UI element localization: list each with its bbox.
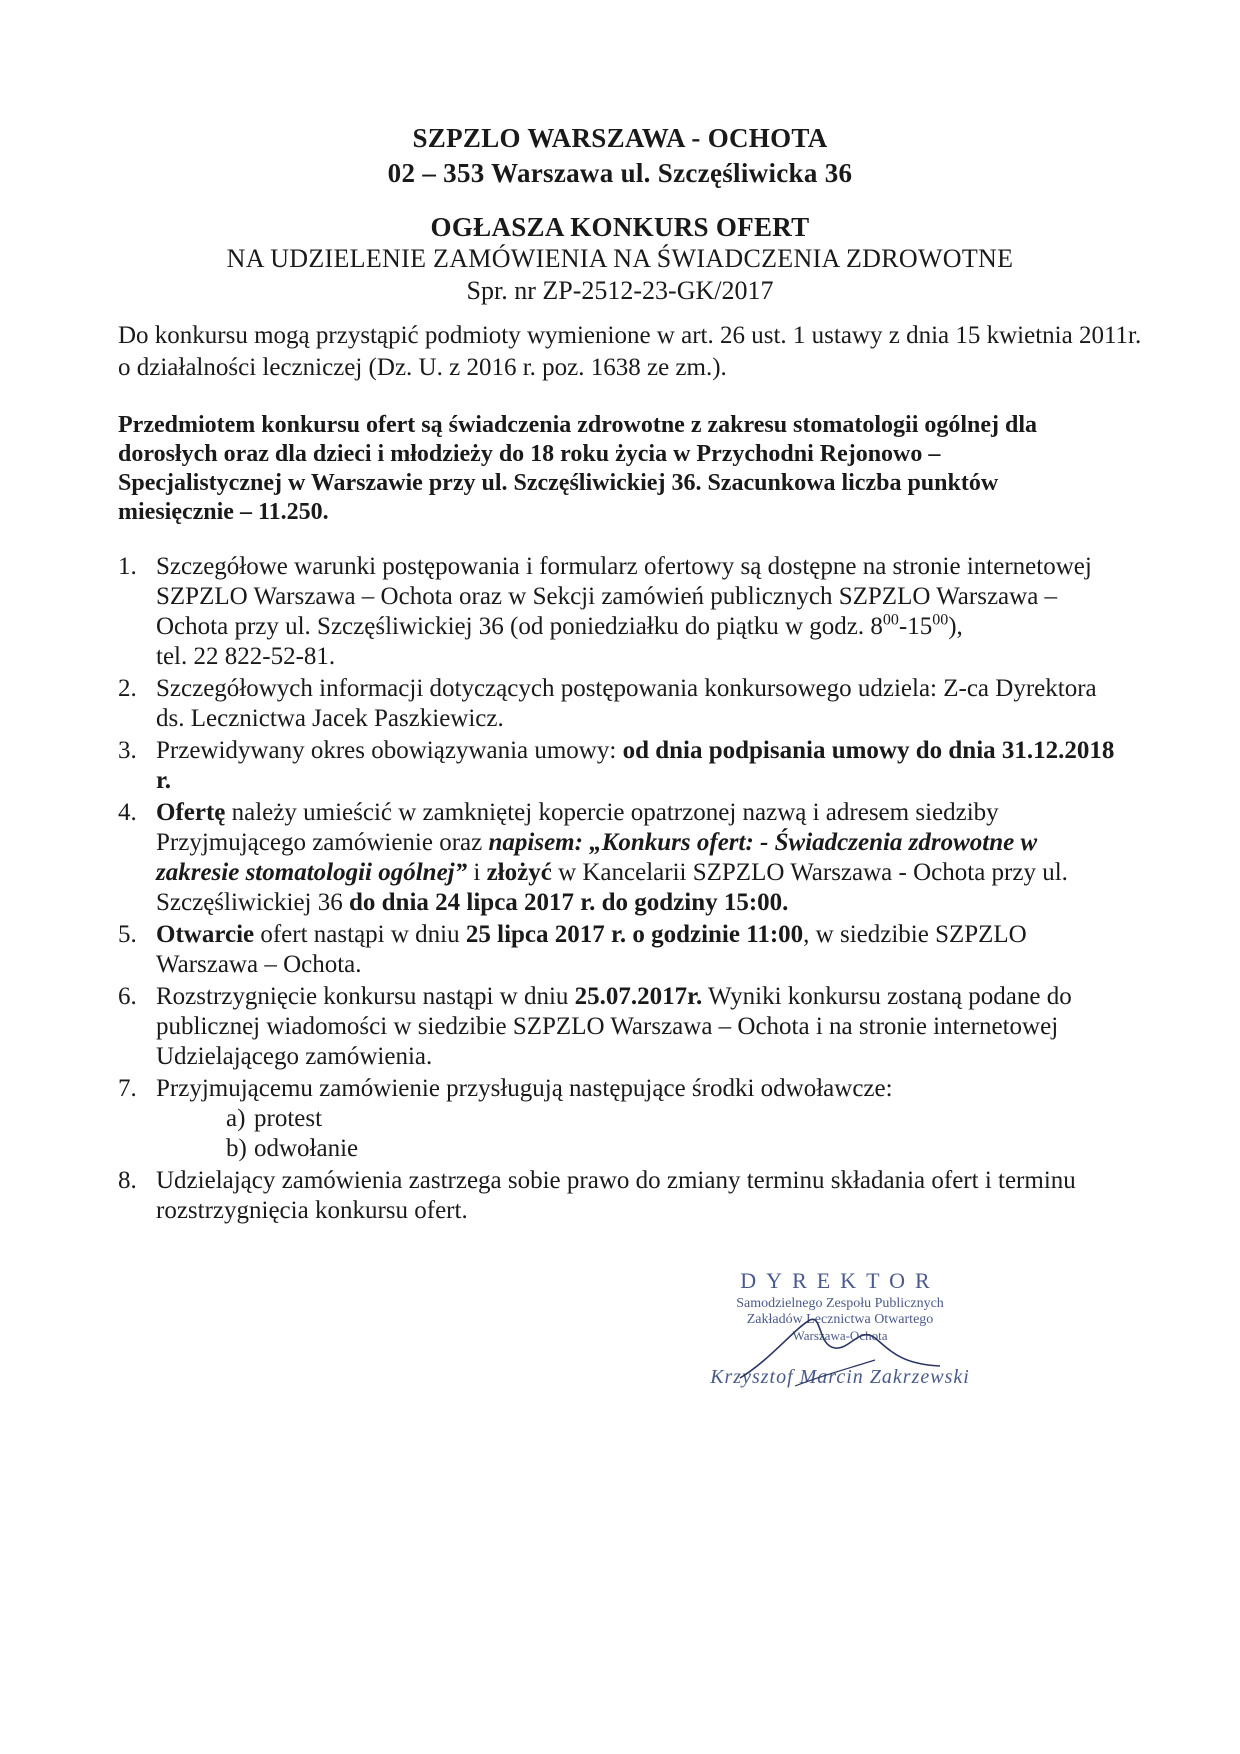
item-number: 8. (118, 1167, 137, 1194)
conditions-list (118, 552, 1118, 1228)
subject-line-1: Przedmiotem konkursu ofert są świadczenia zdrowotne z zakresu stomatologii ogólnej dla (118, 412, 1038, 438)
item-text: należy umieścić w zamkniętej kopercie opatrzonej nazwą i adresem siedziby Przyjmującego zamówienie oraz (156, 799, 999, 856)
item-number: 5. (118, 921, 137, 948)
reference-number: Spr. nr ZP-2512-23-GK/2017 (466, 276, 774, 305)
list-item-1 (118, 552, 1118, 672)
item-number: 7. (118, 1075, 137, 1102)
item-text: ofert nastąpi w dniu (254, 921, 466, 948)
item-number: 2. (118, 675, 137, 702)
stamp-line: Samodzielnego Zespołu Publicznych (736, 1296, 944, 1311)
subject-line-2: dorosłych oraz dla dzieci i młodzieży do 18 roku życia w Przychodni Rejonowo – (118, 441, 941, 467)
list-item-6 (118, 982, 1118, 1072)
sub-item-letter: a) (226, 1105, 246, 1132)
item-text: i (467, 859, 487, 886)
item-text: Przyjmującemu zamówienie przysługują następujące środki odwoławcze: (156, 1075, 893, 1102)
sub-item-letter: b) (226, 1135, 247, 1162)
item-text-bold: Otwarcie (156, 921, 255, 948)
subject-line-3: Specjalistycznej w Warszawie przy ul. Szczęśliwickiej 36. Szacunkowa liczba punktów (118, 470, 999, 496)
intro-line-1: Do konkursu mogą przystąpić podmioty wymienione w art. 26 ust. 1 ustawy z dnia 15 kwietnia 2011r. (118, 322, 1142, 349)
list-item-7 (118, 1074, 1118, 1164)
list-item-2 (118, 674, 1118, 734)
stamp-line: Zakładów Lecznictwa Otwartego (746, 1312, 934, 1327)
item-text: , w siedzibie SZPZLO Warszawa – Ochota. (156, 921, 1027, 978)
phone-number: tel. 22 822-52-81. (156, 643, 336, 670)
intro-line-2: o działalności leczniczej (Dz. U. z 2016 r. poz. 1638 ze zm.). (118, 354, 727, 381)
subject-line-4: miesięcznie – 11.250. (118, 499, 329, 525)
director-stamp (700, 1268, 980, 1403)
list-item-3 (118, 736, 1118, 796)
contract-period: od dnia podpisania umowy do dnia 31.12.2018 r. (156, 737, 1115, 794)
superscript: 00 (932, 611, 949, 629)
item-text-bold: Ofertę (156, 799, 226, 826)
item-number: 1. (118, 553, 137, 580)
envelope-label: napisem: „Konkurs ofert: - Świadczenia zdrowotne w zakresie stomatologii ogólnej” (156, 829, 1038, 886)
sub-item-a (226, 1104, 1118, 1134)
stamp-line: Warszawa-Ochota (792, 1328, 888, 1343)
item-text: Wyniki konkursu zostaną podane do publicznej wiadomości w siedzibie SZPZLO Warszawa – Ochota i na stronie internetowej Udzielającego zamówienia. (156, 983, 1072, 1070)
item-text: Udzielający zamówienia zastrzega sobie prawo do zmiany terminu składania ofert i terminu rozstrzygnięcia konkursu ofert. (156, 1167, 1076, 1224)
item-text: Rozstrzygnięcie konkursu nastąpi w dniu (156, 983, 575, 1010)
list-item-4 (118, 798, 1118, 918)
stamp-title: DYREKTOR (740, 1268, 940, 1293)
superscript: 00 (882, 611, 899, 629)
item-number: 6. (118, 983, 137, 1010)
announcement-title: OGŁASZA KONKURS OFERT (430, 212, 810, 242)
item-text: w Kancelarii SZPZLO Warszawa - Ochota przy ul. Szczęśliwickiej 36 (156, 859, 1068, 916)
item-number: 4. (118, 799, 137, 826)
item-text: Przewidywany okres obowiązywania umowy: (156, 737, 623, 764)
sub-item-text: odwołanie (254, 1135, 359, 1162)
item-text: Szczegółowych informacji dotyczących postępowania konkursowego udziela: Z-ca Dyrektora ds. Lecznictwa Jacek Paszkiewicz. (156, 675, 1097, 732)
submission-deadline: do dnia 24 lipca 2017 r. do godziny 15:00. (349, 889, 789, 916)
org-address: 02 – 353 Warszawa ul. Szczęśliwicka 36 (387, 158, 853, 188)
sub-item-b (226, 1134, 1118, 1164)
list-item-8 (118, 1166, 1118, 1226)
item-number: 3. (118, 737, 137, 764)
remedies-list (156, 1104, 1118, 1164)
item-text: ), (948, 613, 963, 640)
list-item-5 (118, 920, 1118, 980)
item-text-bold: złożyć (486, 859, 552, 886)
org-name: SZPZLO WARSZAWA - OCHOTA (412, 123, 828, 153)
announcement-subtitle: NA UDZIELENIE ZAMÓWIENIA NA ŚWIADCZENIA ZDROWOTNE (226, 244, 1014, 273)
signature-icon (700, 1268, 980, 1403)
item-text: Szczegółowe warunki postępowania i formularz ofertowy są dostępne na stronie internetowej SZPZLO Warszawa – Ochota oraz w Sekcji zamówień publicznych SZPZLO Warszawa – Ochota przy ul. Szczęśliwickiej 36 (od poniedziałku do piątku w godz. 8 (156, 553, 1092, 640)
opening-date: 25 lipca 2017 r. o godzinie 11:00 (465, 921, 804, 948)
sub-item-text: protest (254, 1105, 323, 1132)
stamp-name: Krzysztof Marcin Zakrzewski (710, 1366, 970, 1388)
resolution-date: 25.07.2017r. (574, 983, 703, 1010)
item-text: -15 (898, 613, 933, 640)
